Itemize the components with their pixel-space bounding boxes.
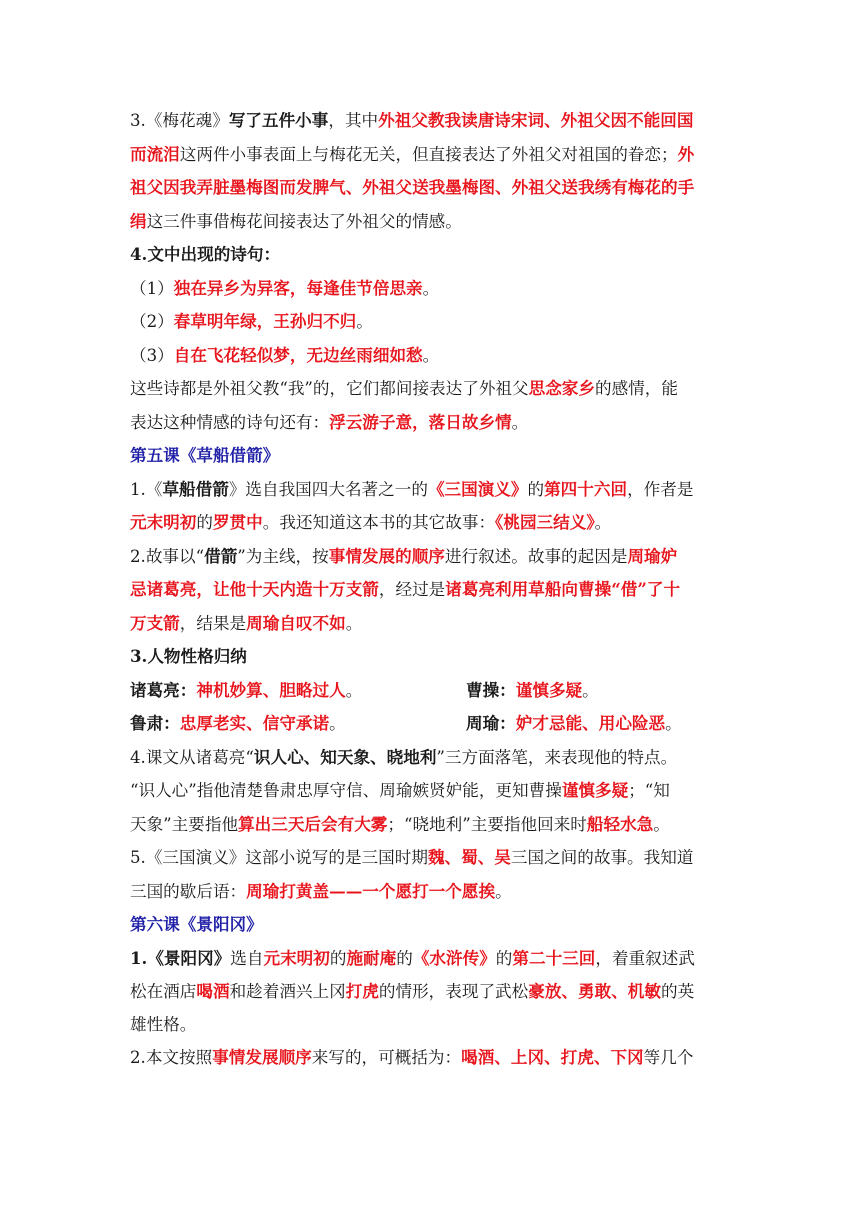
text-run: 》选自我国四大名著之一的 — [228, 479, 428, 499]
text-run: 的 — [396, 948, 413, 968]
text-run: “识人心”指他清楚鲁肃忠厚守信、周瑜嫉贤妒能，更知曹操 — [130, 781, 562, 800]
highlighted-text: 事情发展的顺序 — [328, 545, 445, 566]
text-line — [130, 372, 730, 406]
text-run: 1.《景阳冈》 — [130, 947, 231, 968]
highlighted-text: 喝酒、上冈、打虎、下冈 — [461, 1047, 644, 1067]
highlighted-text: 自在飞花轻似梦，无边丝雨细如愁 — [173, 344, 423, 365]
text-line — [130, 272, 730, 306]
highlighted-text: 喝酒 — [196, 981, 230, 1001]
highlighted-text: 诸葛亮利用草船向曹操“借”了十 — [445, 579, 681, 599]
highlighted-text: 而流泪 — [130, 143, 180, 164]
text-run: 的 — [329, 948, 347, 968]
text-line — [130, 238, 730, 272]
text-line — [130, 573, 730, 607]
highlighted-text: 《桃园三结义》 — [495, 512, 595, 532]
highlighted-text: 船轻水急 — [586, 813, 654, 834]
text-run: 的 — [527, 479, 545, 499]
text-run: 3.《梅花魂》 — [130, 111, 229, 130]
highlighted-text: 周瑜妒 — [627, 545, 678, 566]
character-trait-left — [130, 707, 466, 741]
highlighted-text: 元末明初 — [263, 947, 330, 968]
highlighted-text: 周瑜自叹不如 — [246, 612, 346, 633]
text-line — [130, 1041, 730, 1075]
text-run: 。我还知道这本书的其它故事： — [262, 513, 496, 532]
text-run: 。 — [422, 345, 440, 365]
text-run: ，经过是 — [378, 580, 446, 599]
text-run: 。 — [665, 714, 682, 733]
text-run: 4.文中出现的诗句： — [130, 244, 281, 264]
text-line — [130, 540, 730, 574]
text-line — [130, 138, 730, 172]
text-run: 2.本文按照 — [130, 1048, 213, 1067]
section-heading-text: 第六课《景阳冈》 — [130, 914, 263, 934]
highlighted-text: 谨慎多疑 — [561, 780, 629, 800]
text-run: 和趁着酒兴上冈 — [229, 982, 346, 1001]
highlighted-text: 独在异乡为异客，每逢佳节倍思亲 — [173, 277, 423, 298]
highlighted-text: 第四十六回 — [544, 478, 628, 499]
text-run: 鲁肃： — [130, 713, 180, 733]
text-line — [130, 171, 730, 205]
character-trait-row — [130, 674, 730, 708]
text-line — [130, 305, 730, 339]
text-run: ，作者是 — [627, 479, 694, 499]
text-run: 来写的，可概括为： — [311, 1048, 462, 1067]
highlighted-text: 春草明年绿，王孙归不归 — [173, 311, 357, 331]
text-run: 。 — [422, 278, 440, 298]
text-run: 选自 — [230, 948, 264, 968]
text-run: ”三方面落笔，来表现他的特点。 — [436, 747, 678, 767]
text-run: 识人心、知天象、晓地利 — [253, 746, 437, 767]
text-run: 草船借箭 — [162, 478, 229, 499]
highlighted-text: 万支箭 — [130, 612, 180, 633]
text-run: 这些诗都是外祖父教“我”的，它们都间接表达了外祖父 — [130, 379, 529, 398]
text-run: 雄性格。 — [130, 1014, 197, 1034]
character-trait-right — [466, 674, 599, 708]
text-run: 。 — [511, 412, 529, 432]
text-run: （2） — [130, 312, 174, 331]
text-run: 的情形，表现了武松 — [378, 982, 529, 1001]
highlighted-text: 神机妙算、胆略过人 — [196, 679, 346, 700]
text-run: 表达这种情感的诗句还有： — [130, 412, 330, 432]
highlighted-text: 算出三天后会有大雾 — [238, 813, 388, 834]
character-trait-row — [130, 707, 730, 741]
text-run: 曹操： — [466, 679, 516, 700]
section-heading-text: 第五课《草船借箭》 — [130, 445, 280, 465]
highlighted-text: 妒才忌能、用心险恶 — [515, 713, 666, 733]
character-trait-right — [466, 707, 682, 741]
text-run: ；“知 — [628, 781, 670, 800]
highlighted-text: 《水浒传》 — [412, 947, 496, 968]
text-run: 进行叙述。故事的起因是 — [444, 546, 628, 566]
highlighted-text: 豪放、勇敢、机敏 — [528, 981, 661, 1001]
section-heading — [130, 908, 730, 942]
highlighted-text: 外祖父教我读唐诗宋词、外祖父因不能回国 — [378, 110, 694, 130]
text-run: 写了五件小事 — [228, 110, 329, 130]
highlighted-text: 魏、蜀、吴 — [427, 847, 511, 867]
text-run: 。 — [495, 881, 512, 901]
highlighted-text: 周瑜打黄盖——一个愿打一个愿挨 — [246, 880, 496, 901]
highlighted-text: 打虎 — [345, 981, 379, 1001]
text-run: 这两件小事表面上与梅花无关，但直接表达了外祖父对祖国的眷恋； — [179, 144, 678, 164]
text-run: ”为主线，按 — [237, 546, 329, 566]
text-line — [130, 875, 730, 909]
text-run: 。 — [653, 814, 670, 834]
text-line — [130, 774, 730, 808]
text-run: 3.人物性格归纳 — [130, 646, 247, 666]
text-line — [130, 741, 730, 775]
text-run: ；“晓地利”主要指他回来时 — [387, 814, 587, 834]
text-run: 天象”主要指他 — [130, 814, 239, 834]
highlighted-text: 祖父因我弄脏墨梅图而发脾气、外祖父送我墨梅图、外祖父送我绣有梅花的手 — [130, 177, 695, 197]
text-run: 三国的歇后语： — [130, 881, 247, 901]
text-line — [130, 104, 730, 138]
text-line — [130, 942, 730, 976]
text-line — [130, 975, 730, 1009]
text-run: 。 — [345, 680, 363, 700]
highlighted-text: 事情发展顺序 — [212, 1047, 312, 1067]
text-run: 这三件事借梅花间接表达了外祖父的情感。 — [146, 211, 462, 231]
highlighted-text: 忌诸葛亮，让他十天内造十万支箭 — [130, 579, 379, 599]
section-heading — [130, 439, 730, 473]
text-run: 。 — [329, 714, 346, 733]
highlighted-text: 浮云游子意，落日故乡情 — [329, 411, 512, 432]
text-run: （1） — [130, 278, 174, 298]
text-line — [130, 808, 730, 842]
text-run: 周瑜： — [466, 713, 516, 733]
highlighted-text: 《三国演义》 — [427, 478, 528, 499]
highlighted-text: 谨慎多疑 — [515, 679, 583, 700]
text-run: 。 — [582, 680, 599, 700]
text-run: ，其中 — [328, 111, 379, 130]
highlighted-text: 施耐庵 — [346, 947, 397, 968]
text-run: ，着重叙述武 — [595, 948, 695, 968]
text-run: 4.课文从诸葛亮“ — [130, 747, 254, 767]
highlighted-text: 忠厚老实、信守承诺 — [179, 713, 330, 733]
text-run: 。 — [594, 513, 612, 532]
text-line — [130, 205, 730, 239]
document-body — [130, 104, 730, 1075]
text-run: 。 — [356, 312, 373, 331]
text-line — [130, 607, 730, 641]
text-run: ，结果是 — [179, 613, 247, 633]
text-line — [130, 473, 730, 507]
text-run: 借箭 — [204, 545, 238, 566]
highlighted-text: 思念家乡 — [528, 378, 595, 398]
text-run: 的 — [495, 948, 513, 968]
text-run: 的英 — [661, 982, 695, 1001]
text-line — [130, 1009, 730, 1042]
text-run: 三国之间的故事。我知道 — [510, 848, 694, 867]
text-run: 松在酒店 — [130, 982, 197, 1001]
text-line — [130, 406, 730, 440]
text-run: 5.《三国演义》这部小说写的是三国时期 — [130, 848, 428, 867]
text-run: 等几个 — [643, 1048, 694, 1067]
text-run: 1.《 — [130, 479, 163, 499]
highlighted-text: 罗贯中 — [212, 512, 263, 532]
text-run: （3） — [130, 345, 174, 365]
text-line — [130, 339, 730, 373]
text-run: 。 — [345, 613, 363, 633]
highlighted-text: 元末明初 — [130, 512, 197, 532]
highlighted-text: 绢 — [130, 210, 147, 231]
text-run: 2.故事以“ — [130, 546, 205, 566]
highlighted-text: 外 — [677, 143, 695, 164]
text-line — [130, 841, 730, 875]
text-line — [130, 506, 730, 540]
text-run: 的感情，能 — [595, 379, 678, 398]
text-run: 的 — [196, 513, 213, 532]
text-line — [130, 640, 730, 674]
highlighted-text: 第二十三回 — [512, 947, 596, 968]
text-run: 诸葛亮： — [130, 679, 197, 700]
character-trait-left — [130, 674, 466, 708]
